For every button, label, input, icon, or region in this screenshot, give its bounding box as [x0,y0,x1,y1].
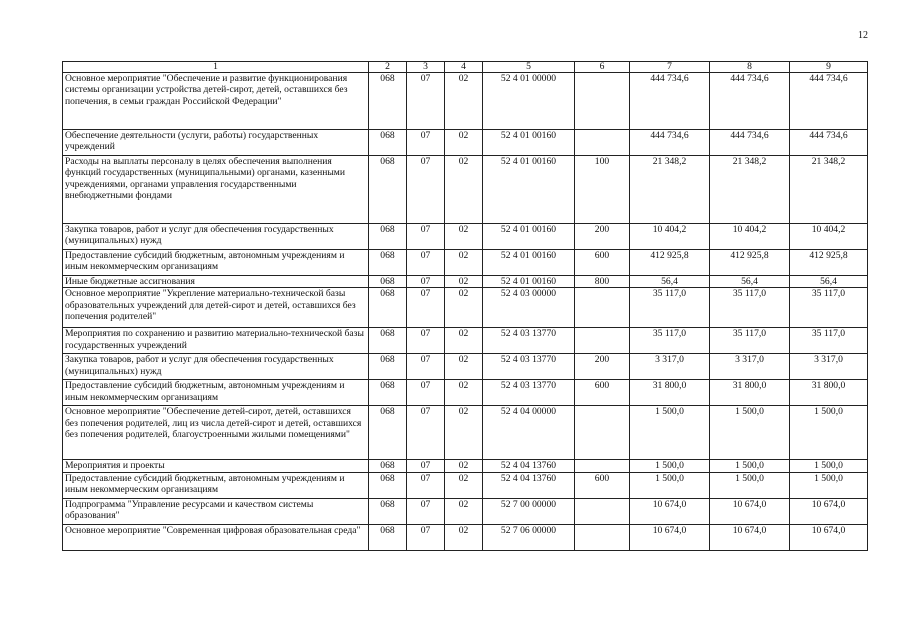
row-name: Основное мероприятие "Обеспечение и развитие функционирования системы организации устройства детей-сирот, детей, оставшихся без попечения, в семьи граждан Российской Федерации" [63,73,369,130]
admin-code: 068 [369,472,407,498]
target-article: 52 7 00 00000 [483,498,575,524]
target-article: 52 4 04 13760 [483,460,575,472]
table-row [63,472,868,498]
subsection-code: 02 [445,472,483,498]
section-code: 07 [407,224,445,250]
admin-code: 068 [369,524,407,550]
amount-1: 444 734,6 [630,73,710,130]
amount-2: 31 800,0 [710,380,790,406]
expense-type: 600 [575,250,630,276]
amount-2: 10 674,0 [710,524,790,550]
amount-2: 1 500,0 [710,460,790,472]
amount-1: 412 925,8 [630,250,710,276]
amount-2: 1 500,0 [710,406,790,460]
admin-code: 068 [369,130,407,156]
header-cell-9: 9 [790,62,868,73]
section-code: 07 [407,156,445,224]
admin-code: 068 [369,380,407,406]
admin-code: 068 [369,288,407,328]
subsection-code: 02 [445,288,483,328]
amount-1: 31 800,0 [630,380,710,406]
amount-2: 21 348,2 [710,156,790,224]
expense-type: 600 [575,380,630,406]
admin-code: 068 [369,276,407,288]
target-article: 52 4 03 13770 [483,380,575,406]
target-article: 52 4 03 00000 [483,288,575,328]
row-name: Подпрограмма "Управление ресурсами и качеством системы образования" [63,498,369,524]
row-name: Закупка товаров, работ и услуг для обеспечения государственных (муниципальных) нужд [63,354,369,380]
expense-type [575,524,630,550]
subsection-code: 02 [445,130,483,156]
admin-code: 068 [369,73,407,130]
amount-1: 21 348,2 [630,156,710,224]
page-number: 12 [858,30,868,41]
expense-type: 100 [575,156,630,224]
table-row [63,328,868,354]
section-code: 07 [407,73,445,130]
admin-code: 068 [369,354,407,380]
amount-3: 31 800,0 [790,380,868,406]
section-code: 07 [407,130,445,156]
amount-1: 10 674,0 [630,498,710,524]
expense-type [575,288,630,328]
amount-2: 56,4 [710,276,790,288]
amount-2: 1 500,0 [710,472,790,498]
admin-code: 068 [369,224,407,250]
amount-1: 1 500,0 [630,472,710,498]
header-cell-3: 3 [407,62,445,73]
amount-3: 444 734,6 [790,130,868,156]
subsection-code: 02 [445,406,483,460]
table-row [63,498,868,524]
amount-3: 21 348,2 [790,156,868,224]
target-article: 52 4 01 00160 [483,130,575,156]
row-name: Расходы на выплаты персоналу в целях обеспечения выполнения функций государственных (муниципальными) органами, казенными учреждениями, органами управления государственными внебюджетными фондами [63,156,369,224]
admin-code: 068 [369,460,407,472]
amount-3: 412 925,8 [790,250,868,276]
expense-type: 600 [575,472,630,498]
budget-table [62,61,868,551]
target-article: 52 7 06 00000 [483,524,575,550]
section-code: 07 [407,354,445,380]
table-row [63,380,868,406]
amount-1: 10 674,0 [630,524,710,550]
row-name: Закупка товаров, работ и услуг для обеспечения государственных (муниципальных) нужд [63,224,369,250]
section-code: 07 [407,288,445,328]
amount-2: 3 317,0 [710,354,790,380]
amount-1: 56,4 [630,276,710,288]
table-row [63,524,868,550]
amount-1: 35 117,0 [630,288,710,328]
amount-2: 444 734,6 [710,130,790,156]
section-code: 07 [407,328,445,354]
amount-1: 444 734,6 [630,130,710,156]
row-name: Основное мероприятие "Обеспечение детей-сирот, детей, оставшихся без попечения родителей, лиц из числа детей-сирот и детей, оставшихся без попечения родителей, благоустроенными жилыми помещениями" [63,406,369,460]
target-article: 52 4 04 13760 [483,472,575,498]
expense-type [575,328,630,354]
subsection-code: 02 [445,380,483,406]
table-row [63,156,868,224]
amount-3: 444 734,6 [790,73,868,130]
amount-2: 412 925,8 [710,250,790,276]
subsection-code: 02 [445,328,483,354]
section-code: 07 [407,524,445,550]
subsection-code: 02 [445,73,483,130]
header-cell-5: 5 [483,62,575,73]
subsection-code: 02 [445,276,483,288]
amount-2: 35 117,0 [710,288,790,328]
row-name: Предоставление субсидий бюджетным, автономным учреждениям и иным некоммерческим организациям [63,472,369,498]
admin-code: 068 [369,328,407,354]
row-name: Основное мероприятие "Укрепление материально-технической базы образовательных учреждений для детей-сирот и детей, оставшихся без попечения родителей" [63,288,369,328]
target-article: 52 4 01 00160 [483,224,575,250]
table-row [63,288,868,328]
section-code: 07 [407,460,445,472]
table-row [63,224,868,250]
header-cell-8: 8 [710,62,790,73]
subsection-code: 02 [445,524,483,550]
header-cell-7: 7 [630,62,710,73]
table-row [63,406,868,460]
section-code: 07 [407,380,445,406]
section-code: 07 [407,250,445,276]
amount-3: 3 317,0 [790,354,868,380]
table-row [63,250,868,276]
header-cell-6: 6 [575,62,630,73]
section-code: 07 [407,472,445,498]
expense-type: 200 [575,354,630,380]
amount-3: 35 117,0 [790,328,868,354]
target-article: 52 4 03 13770 [483,354,575,380]
section-code: 07 [407,406,445,460]
subsection-code: 02 [445,224,483,250]
amount-2: 35 117,0 [710,328,790,354]
header-cell-2: 2 [369,62,407,73]
row-name: Иные бюджетные ассигнования [63,276,369,288]
target-article: 52 4 01 00160 [483,156,575,224]
target-article: 52 4 01 00160 [483,276,575,288]
row-name: Основное мероприятие "Современная цифровая образовательная среда" [63,524,369,550]
expense-type [575,498,630,524]
header-row [63,62,868,73]
row-name: Мероприятия и проекты [63,460,369,472]
admin-code: 068 [369,156,407,224]
subsection-code: 02 [445,250,483,276]
amount-3: 56,4 [790,276,868,288]
target-article: 52 4 04 00000 [483,406,575,460]
expense-type: 200 [575,224,630,250]
admin-code: 068 [369,406,407,460]
header-cell-1: 1 [63,62,369,73]
subsection-code: 02 [445,498,483,524]
amount-1: 3 317,0 [630,354,710,380]
amount-2: 10 404,2 [710,224,790,250]
row-name: Предоставление субсидий бюджетным, автономным учреждениям и иным некоммерческим организациям [63,250,369,276]
expense-type [575,130,630,156]
expense-type [575,460,630,472]
amount-3: 1 500,0 [790,472,868,498]
expense-type [575,73,630,130]
amount-3: 10 674,0 [790,524,868,550]
amount-1: 35 117,0 [630,328,710,354]
section-code: 07 [407,498,445,524]
amount-1: 10 404,2 [630,224,710,250]
expense-type [575,406,630,460]
admin-code: 068 [369,498,407,524]
expense-type: 800 [575,276,630,288]
table-row [63,460,868,472]
row-name: Предоставление субсидий бюджетным, автономным учреждениям и иным некоммерческим организациям [63,380,369,406]
amount-3: 1 500,0 [790,406,868,460]
subsection-code: 02 [445,354,483,380]
table-row [63,276,868,288]
amount-3: 10 404,2 [790,224,868,250]
table-row [63,354,868,380]
amount-2: 10 674,0 [710,498,790,524]
table-row [63,73,868,130]
amount-3: 35 117,0 [790,288,868,328]
amount-1: 1 500,0 [630,406,710,460]
target-article: 52 4 01 00000 [483,73,575,130]
section-code: 07 [407,276,445,288]
amount-3: 1 500,0 [790,460,868,472]
header-cell-4: 4 [445,62,483,73]
target-article: 52 4 03 13770 [483,328,575,354]
admin-code: 068 [369,250,407,276]
amount-3: 10 674,0 [790,498,868,524]
amount-2: 444 734,6 [710,73,790,130]
target-article: 52 4 01 00160 [483,250,575,276]
subsection-code: 02 [445,460,483,472]
row-name: Мероприятия по сохранению и развитию материально-технической базы государственных учреждений [63,328,369,354]
amount-1: 1 500,0 [630,460,710,472]
row-name: Обеспечение деятельности (услуги, работы) государственных учреждений [63,130,369,156]
subsection-code: 02 [445,156,483,224]
table-row [63,130,868,156]
